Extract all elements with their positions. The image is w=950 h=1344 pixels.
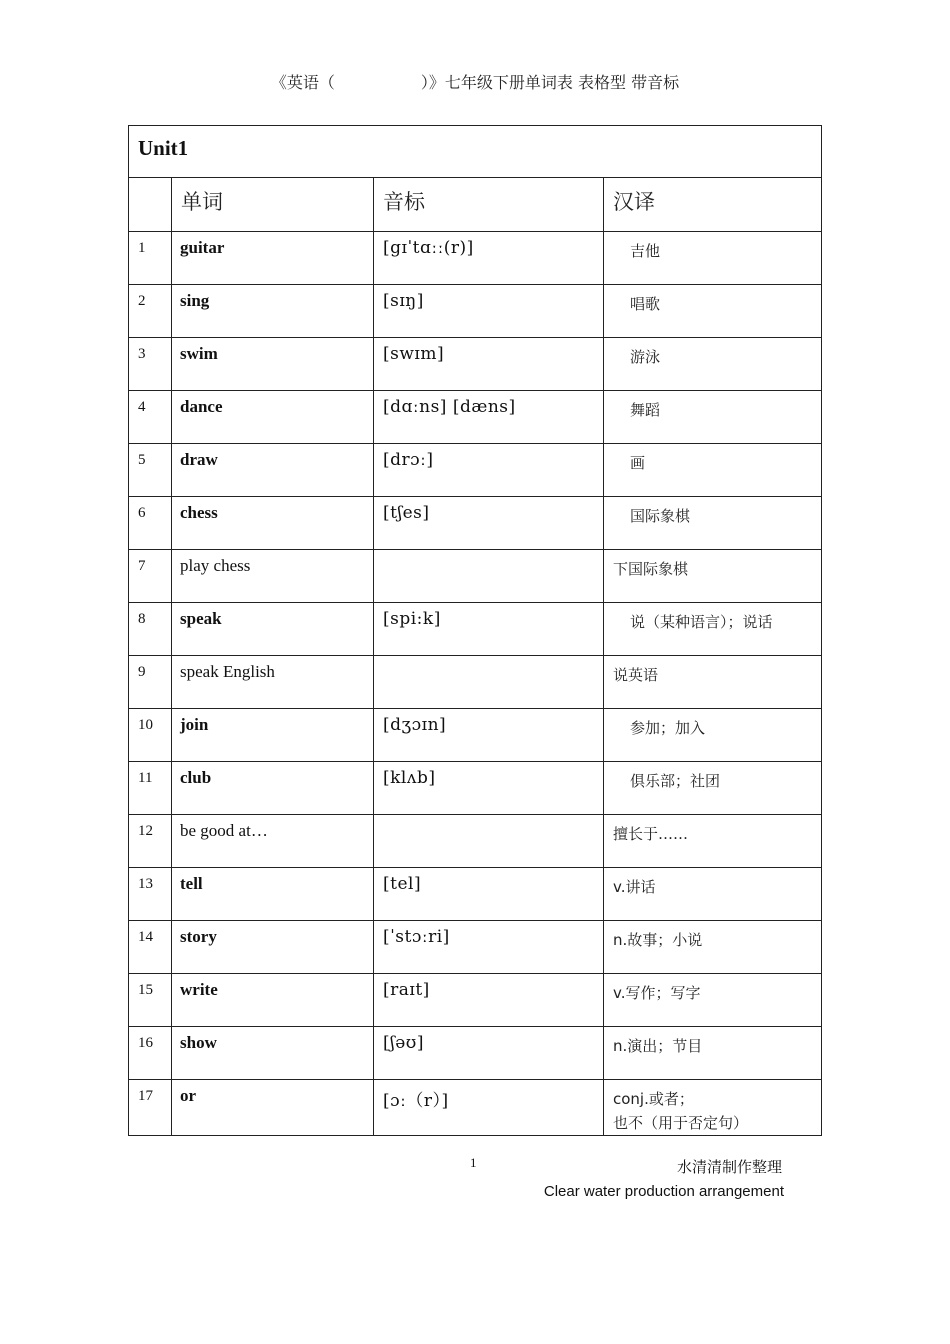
translation-cell <box>604 921 822 974</box>
unit-title-cell <box>129 126 822 178</box>
header-translation-cell <box>604 178 822 232</box>
translation-line: 俱乐部；社团 <box>630 772 721 790</box>
number-cell <box>129 285 172 338</box>
phonetic: [klʌb] <box>383 768 436 788</box>
word-cell <box>172 709 374 762</box>
table-row <box>129 974 822 1027</box>
word-cell <box>172 285 374 338</box>
translation-line: 擅长于…… <box>613 825 689 843</box>
row-number: 14 <box>138 929 153 945</box>
phonetic-cell <box>374 391 604 444</box>
phonetic-cell <box>374 921 604 974</box>
row-number: 15 <box>138 982 153 998</box>
phonetic <box>374 550 603 556</box>
word-cell <box>172 391 374 444</box>
phonetic <box>374 656 603 662</box>
translation-cell <box>604 868 822 921</box>
table-row <box>129 444 822 497</box>
phonetic: [ˈstɔːri] <box>383 927 450 947</box>
translation-line: 下国际象棋 <box>613 560 689 578</box>
table-row <box>129 285 822 338</box>
phonetic-cell <box>374 709 604 762</box>
translation <box>604 497 821 528</box>
translation-cell <box>604 974 822 1027</box>
document-title <box>0 70 950 93</box>
phonetic-cell <box>374 232 604 285</box>
header-row <box>129 178 822 232</box>
table-row <box>129 1080 822 1136</box>
translation-cell <box>604 391 822 444</box>
number-cell <box>129 921 172 974</box>
row-number: 13 <box>138 876 153 892</box>
word-cell <box>172 656 374 709</box>
translation-cell <box>604 762 822 815</box>
vocab-word: sing <box>180 291 210 310</box>
phonetic: [drɔː] <box>383 450 434 470</box>
table-row <box>129 1027 822 1080</box>
translation-line: n.演出；节目 <box>613 1037 703 1055</box>
number-cell <box>129 1080 172 1136</box>
header-word-cell <box>172 178 374 232</box>
translation-line: 说（某种语言）；说话 <box>630 613 773 631</box>
word-cell <box>172 868 374 921</box>
table-row <box>129 815 822 868</box>
header-translation: 汉译 <box>613 190 655 214</box>
table-row <box>129 338 822 391</box>
phonetic-cell <box>374 550 604 603</box>
phonetic: [ʃəʊ] <box>383 1033 424 1053</box>
page-number: 1 <box>470 1155 477 1170</box>
word-cell <box>172 497 374 550</box>
table-row <box>129 709 822 762</box>
vocab-word: tell <box>180 874 203 893</box>
translation-cell <box>604 285 822 338</box>
number-cell <box>129 762 172 815</box>
phonetic-cell <box>374 868 604 921</box>
phonetic: [sɪŋ] <box>383 291 424 311</box>
phonetic-cell <box>374 603 604 656</box>
translation-line: v.讲话 <box>613 878 656 896</box>
word-cell <box>172 1080 374 1136</box>
table-row <box>129 391 822 444</box>
translation <box>604 232 821 263</box>
phonetic-cell <box>374 656 604 709</box>
translation-line: 国际象棋 <box>630 507 691 525</box>
row-number: 5 <box>138 452 146 468</box>
translation <box>604 921 821 952</box>
table-row <box>129 497 822 550</box>
row-number: 11 <box>138 770 153 786</box>
translation-cell <box>604 603 822 656</box>
vocab-word: swim <box>180 344 218 363</box>
translation-cell <box>604 709 822 762</box>
table-row <box>129 656 822 709</box>
number-cell <box>129 709 172 762</box>
row-number: 17 <box>138 1088 153 1104</box>
phonetic-cell <box>374 762 604 815</box>
translation-cell <box>604 656 822 709</box>
translation-line: 也不（用于否定句） <box>613 1114 749 1132</box>
header-number-cell <box>129 178 172 232</box>
translation-cell <box>604 1027 822 1080</box>
vocab-word: guitar <box>180 238 225 257</box>
vocab-word: show <box>180 1033 217 1052</box>
table-row <box>129 232 822 285</box>
phonetic-cell <box>374 974 604 1027</box>
phonetic: [gɪˈtɑːː(r)] <box>383 238 474 258</box>
translation-cell <box>604 815 822 868</box>
table-row <box>129 603 822 656</box>
number-cell <box>129 497 172 550</box>
word-cell <box>172 974 374 1027</box>
vocab-word: or <box>180 1086 197 1105</box>
translation-cell <box>604 550 822 603</box>
word-cell <box>172 815 374 868</box>
number-cell <box>129 815 172 868</box>
number-cell <box>129 868 172 921</box>
phonetic: [spi:k] <box>383 609 441 629</box>
unit-title-row <box>129 126 822 178</box>
phonetic: [tel] <box>383 874 422 894</box>
row-number: 4 <box>138 399 146 415</box>
header-phonetic-cell <box>374 178 604 232</box>
translation <box>604 1027 821 1058</box>
translation-line: 说英语 <box>613 666 659 684</box>
phonetic: [tʃes] <box>383 503 430 523</box>
number-cell <box>129 338 172 391</box>
translation <box>604 974 821 1005</box>
vocab-word: join <box>180 715 209 734</box>
vocab-word: write <box>180 980 218 999</box>
row-number: 1 <box>138 240 146 256</box>
vocab-word: be good at… <box>180 821 268 840</box>
document-title-left: 《英语（ <box>270 73 335 92</box>
phonetic: [dʒɔɪn] <box>383 715 447 735</box>
translation-line: 舞蹈 <box>630 401 661 419</box>
translation <box>604 709 821 740</box>
translation <box>604 1080 821 1135</box>
vocabulary-table <box>128 125 822 1136</box>
vocab-word: play chess <box>180 556 251 575</box>
number-cell <box>129 603 172 656</box>
phonetic: [raɪt] <box>383 980 430 1000</box>
translation <box>604 603 821 634</box>
credit-chinese: 水清清制作整理 <box>676 1158 782 1176</box>
translation <box>604 762 821 793</box>
phonetic-cell <box>374 815 604 868</box>
row-number: 2 <box>138 293 146 309</box>
number-cell <box>129 1027 172 1080</box>
number-cell <box>129 974 172 1027</box>
phonetic: [ɔː（r）] <box>383 1091 449 1111</box>
translation-cell <box>604 1080 822 1136</box>
translation-line: 参加；加入 <box>630 719 706 737</box>
vocab-word: speak <box>180 609 222 628</box>
number-cell <box>129 232 172 285</box>
vocab-word: story <box>180 927 217 946</box>
phonetic <box>374 815 603 821</box>
phonetic: [dɑːns] [dæns] <box>383 397 516 417</box>
word-cell <box>172 762 374 815</box>
translation-line: conj.或者； <box>613 1090 694 1108</box>
translation <box>604 868 821 899</box>
table-row <box>129 868 822 921</box>
phonetic-cell <box>374 497 604 550</box>
row-number: 9 <box>138 664 146 680</box>
translation-line: 游泳 <box>630 348 661 366</box>
document-title-right: ）》七年级下册单词表 表格型 带音标 <box>420 73 680 92</box>
phonetic-cell <box>374 285 604 338</box>
vocab-word: speak English <box>180 662 275 681</box>
translation <box>604 550 821 581</box>
row-number: 8 <box>138 611 146 627</box>
translation-line: 吉他 <box>630 242 661 260</box>
number-cell <box>129 656 172 709</box>
phonetic: [swɪm] <box>383 344 445 364</box>
translation <box>604 815 821 846</box>
phonetic-cell <box>374 338 604 391</box>
row-number: 7 <box>138 558 146 574</box>
translation <box>604 391 821 422</box>
row-number: 12 <box>138 823 153 839</box>
translation-cell <box>604 232 822 285</box>
header-word: 单词 <box>181 190 223 214</box>
translation-line: n.故事；小说 <box>613 931 703 949</box>
translation-cell <box>604 497 822 550</box>
phonetic-cell <box>374 444 604 497</box>
table-row <box>129 762 822 815</box>
row-number: 10 <box>138 717 153 733</box>
vocab-word: dance <box>180 397 223 416</box>
phonetic-cell <box>374 1080 604 1136</box>
unit-title: Unit1 <box>138 136 189 160</box>
table-row <box>129 921 822 974</box>
number-cell <box>129 391 172 444</box>
word-cell <box>172 603 374 656</box>
translation-cell <box>604 338 822 391</box>
number-cell <box>129 444 172 497</box>
word-cell <box>172 550 374 603</box>
header-phonetic: 音标 <box>383 190 425 214</box>
number-cell <box>129 550 172 603</box>
translation <box>604 444 821 475</box>
word-cell <box>172 444 374 497</box>
phonetic-cell <box>374 1027 604 1080</box>
translation <box>604 285 821 316</box>
row-number: 3 <box>138 346 146 362</box>
credit-english: Clear water production arrangement <box>543 1183 784 1200</box>
translation <box>604 656 821 687</box>
table-row <box>129 550 822 603</box>
word-cell <box>172 1027 374 1080</box>
row-number: 6 <box>138 505 146 521</box>
translation-line: 画 <box>630 454 646 472</box>
word-cell <box>172 338 374 391</box>
translation-line: v.写作；写字 <box>613 984 701 1002</box>
vocab-word: club <box>180 768 212 787</box>
vocab-word: draw <box>180 450 218 469</box>
vocab-word: chess <box>180 503 218 522</box>
row-number: 16 <box>138 1035 153 1051</box>
translation <box>604 338 821 369</box>
word-cell <box>172 921 374 974</box>
word-cell <box>172 232 374 285</box>
translation-line: 唱歌 <box>630 295 661 313</box>
translation-cell <box>604 444 822 497</box>
